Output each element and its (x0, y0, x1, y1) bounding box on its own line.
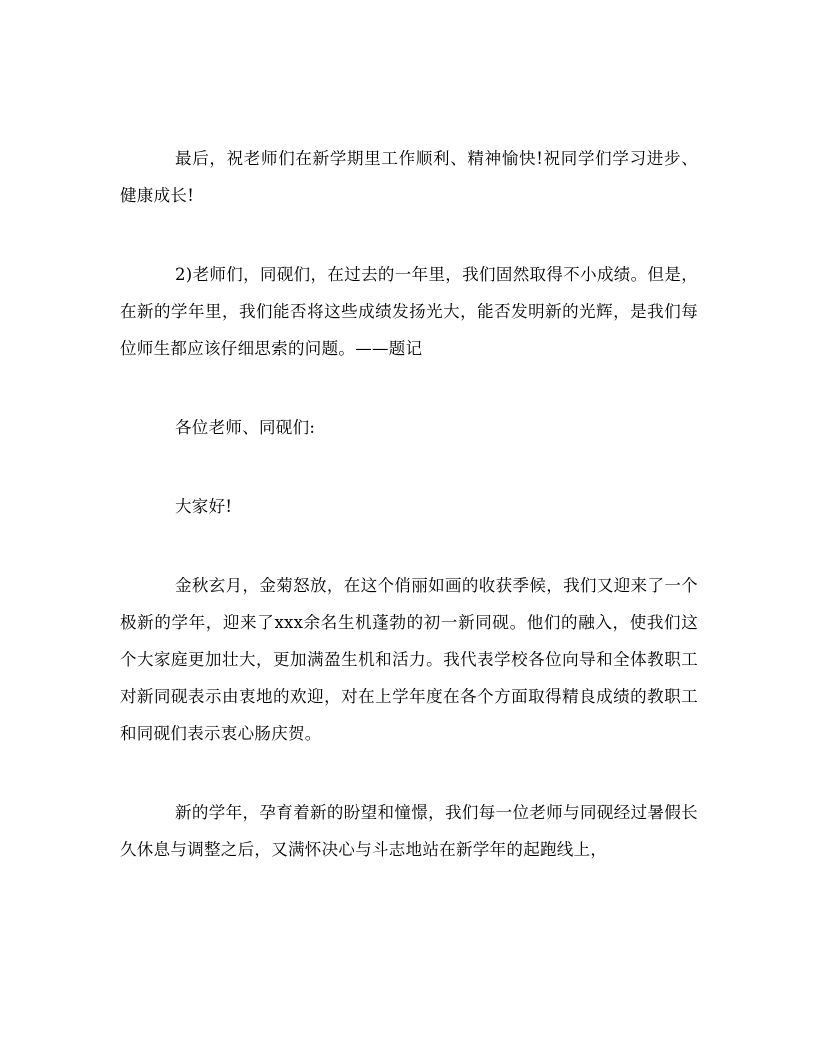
paragraph-epigraph: 2)老师们，同砚们，在过去的一年里，我们固然取得不小成绩。但是，在新的学年里，我们能否将这些成绩发扬光大，能否发明新的光辉，是我们每位师生都应该仔细思索的问题。——题记 (120, 265, 698, 358)
paragraph-salutation: 各位老师、同砚们: (175, 418, 316, 437)
document-body (120, 140, 698, 910)
paragraph-closing-wishes: 最后，祝老师们在新学期里工作顺利、精神愉快!祝同学们学习进步、健康成长! (120, 149, 698, 205)
paragraph-new-year: 新的学年，孕育着新的盼望和憧憬，我们每一位老师与同砚经过暑假长久休息与调整之后，又满怀决心与斗志地站在新学年的起跑线上， (120, 803, 698, 859)
paragraph-greeting: 大家好! (175, 497, 233, 516)
paragraph-welcome: 金秋玄月，金菊怒放，在这个俏丽如画的收获季候，我们又迎来了一个极新的学年，迎来了xxx余名生机蓬勃的初一新同砚。他们的融入，使我们这个大家庭更加壮大，更加满盈生机和活力。我代表学校各位向导和全体教职工对新同砚表示由衷地的欢迎，对在上学年度在各个方面取得精良成绩的教职工和同砚们表示衷心肠庆贺。 (120, 576, 698, 743)
